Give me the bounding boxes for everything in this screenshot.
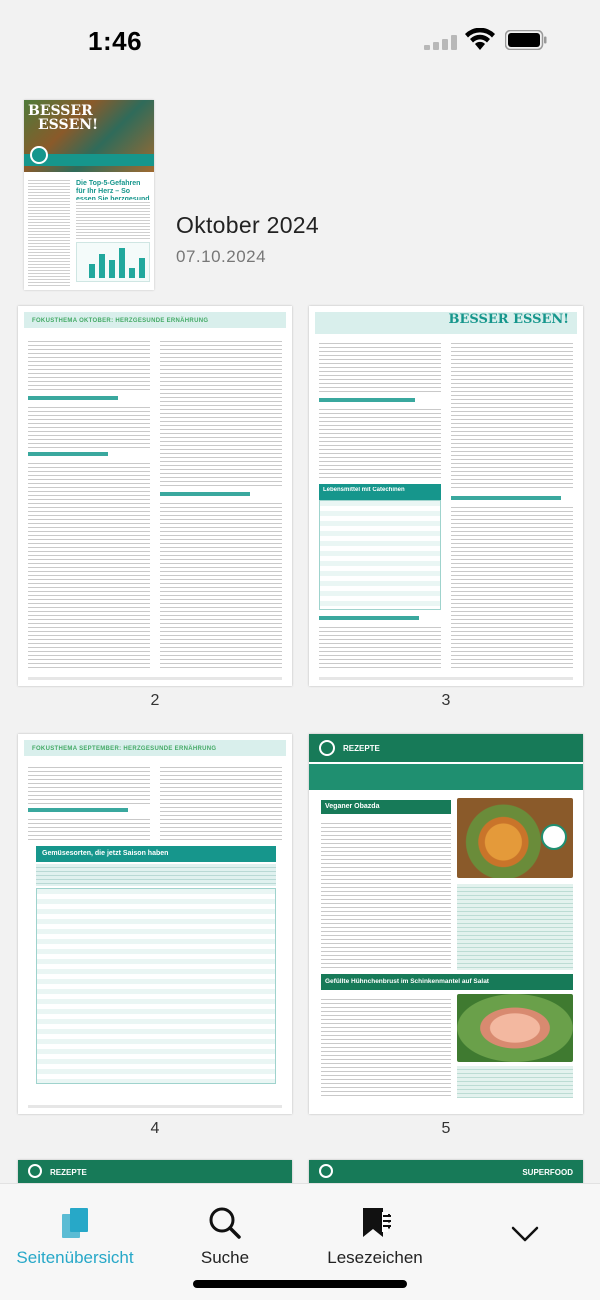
page-header: FOKUSTHEMA OKTOBER: HERZGESUNDE ERNÄHRUNG: [32, 318, 209, 324]
text-column: [319, 406, 441, 478]
data-table: [319, 500, 441, 610]
issue-title: Oktober 2024: [176, 212, 319, 238]
recipe-title-2: Gefüllte Hühnchenbrust im Schinkenmantel auf Salat: [325, 978, 489, 985]
recipe-photo-2: [457, 994, 573, 1062]
subheading: [28, 808, 128, 812]
nutrition-box: [457, 884, 573, 970]
cover-body-text: [76, 200, 150, 240]
page-thumbnail-6[interactable]: [18, 1160, 292, 1184]
page-header: SUPERFOOD: [522, 1168, 573, 1177]
subheading: [160, 492, 250, 496]
table-title: Gemüsesorten, die jetzt Saison haben: [42, 850, 169, 857]
subheading: [319, 398, 415, 402]
page-content: [18, 306, 292, 686]
page-thumbnail-5[interactable]: [309, 734, 583, 1114]
page-number-3: 3: [441, 692, 451, 709]
chevron-down-icon: [510, 1224, 540, 1244]
page-header: REZEPTE: [50, 1168, 87, 1177]
subheading: [28, 452, 108, 456]
subheading: [28, 396, 118, 400]
page-footer: [28, 677, 282, 680]
page-header: FOKUSTHEMA SEPTEMBER: HERZGESUNDE ERNÄHRUNG: [32, 746, 217, 752]
bookmark-icon: [358, 1206, 392, 1240]
page-header: BESSER ESSEN!: [448, 312, 569, 327]
recipe-text: [321, 820, 451, 970]
logo-icon: [319, 740, 335, 756]
text-column: [160, 338, 282, 488]
page-footer: [28, 1105, 282, 1108]
text-column: [160, 764, 282, 840]
pages-icon: [60, 1206, 90, 1240]
recipe-text: [321, 996, 451, 1098]
issue-date: 07.10.2024: [176, 247, 267, 266]
text-column: [28, 764, 150, 804]
page-number-4: 4: [150, 1120, 160, 1137]
page-thumbnail-7[interactable]: [309, 1160, 583, 1184]
tab-suche[interactable]: [150, 1184, 300, 1279]
logo-icon: [319, 1164, 333, 1178]
tab-label: Suche: [200, 1248, 250, 1267]
badge-icon: [541, 824, 567, 850]
cover-title-line1: BESSER: [28, 103, 93, 119]
recipe-title-1: Veganer Obazda: [325, 803, 380, 810]
text-column: [451, 504, 573, 670]
collapse-button[interactable]: [450, 1184, 600, 1279]
cover-heading: Die Top-5-Gefahren für Ihr Herz – So: [76, 180, 141, 195]
page-thumbnail-2[interactable]: [18, 306, 292, 686]
issue-header: [0, 84, 600, 294]
page-thumbnail-4[interactable]: [18, 734, 292, 1114]
home-indicator: [193, 1280, 407, 1288]
page-content: [309, 306, 583, 686]
tab-seitenuebersicht[interactable]: [0, 1184, 150, 1279]
table-intro: [36, 864, 276, 886]
status-time: 1:46: [88, 26, 143, 56]
nutrition-box: [457, 1066, 573, 1098]
tab-label: Lesezeichen: [327, 1248, 423, 1267]
text-column: [28, 338, 150, 392]
page-thumbnail-3[interactable]: [309, 306, 583, 686]
cover-title-line2: ESSEN!: [38, 117, 99, 133]
subheading: [451, 496, 561, 500]
text-column: [28, 816, 150, 840]
text-column: [160, 500, 282, 670]
wifi-icon: [465, 28, 495, 52]
text-column: [28, 460, 150, 670]
cellular-signal-icon: [424, 34, 458, 50]
page-footer: [319, 677, 573, 680]
page-number-5: 5: [441, 1120, 451, 1137]
search-icon: [208, 1206, 242, 1240]
text-column: [319, 624, 441, 670]
logo-icon: [28, 1164, 42, 1178]
recipe-list-bar: [309, 764, 583, 790]
data-table: [36, 888, 276, 1084]
page-number-2: 2: [150, 692, 160, 709]
page-content: [309, 734, 583, 1114]
subheading: [319, 616, 419, 620]
page-header: REZEPTE: [343, 744, 380, 753]
text-column: [28, 404, 150, 448]
cover-chart: [76, 242, 150, 282]
tab-label: Seitenübersicht: [16, 1248, 134, 1267]
text-column: [319, 340, 441, 394]
status-bar: [0, 0, 600, 84]
tab-lesezeichen[interactable]: [300, 1184, 450, 1279]
cover-title: [28, 104, 98, 132]
battery-icon: [505, 30, 547, 50]
table-title: Lebensmittel mit Catechinen: [323, 487, 405, 493]
cover-sidebar-text: [28, 178, 70, 288]
page-content: [18, 734, 292, 1114]
issue-cover-thumbnail[interactable]: [24, 100, 154, 290]
text-column: [451, 340, 573, 490]
cover-logo-icon: [30, 146, 48, 164]
